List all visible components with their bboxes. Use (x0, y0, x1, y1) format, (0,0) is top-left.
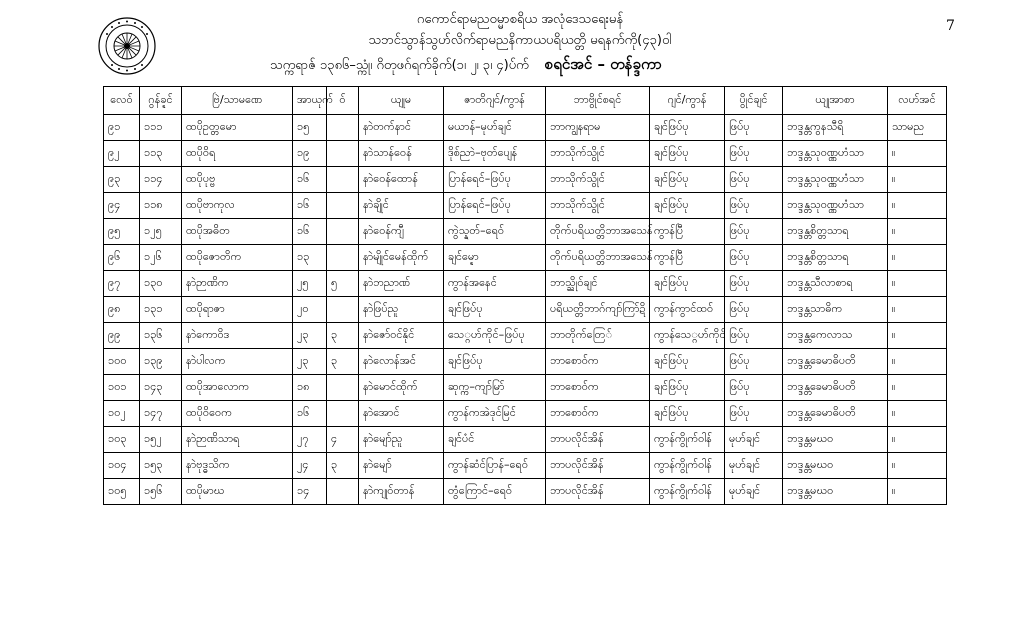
cell-remark: ။ (888, 245, 947, 271)
cell-township: မုဟ်ချင် (725, 453, 783, 479)
cell-roll-no: ၁၃၀ (140, 271, 182, 297)
column-header: အာယုက် (293, 87, 327, 115)
cell-township: ဖြပ်ပု (725, 297, 783, 323)
cell-name: ထပိုမာဃ (182, 479, 293, 505)
cell-native-place: ကွာန်အနေင် (444, 271, 546, 297)
cell-teacher: ဘဒ္ဒန္တသုဝဏ္ဏဟံသာ (783, 167, 888, 193)
table-row (104, 219, 947, 245)
cell-lay-name: နာဲဝေန်ထောန် (359, 167, 444, 193)
cell-township: ဖြပ်ပု (725, 219, 783, 245)
cell-remark: ။ (888, 349, 947, 375)
cell-serial: ၉၁ (104, 115, 140, 141)
cell-township: ဖြပ်ပု (725, 323, 783, 349)
cell-remark: ။ (888, 167, 947, 193)
cell-vassa (327, 297, 359, 323)
cell-serial: ၉၄ (104, 193, 140, 219)
cell-serial: ၁၀၃ (104, 427, 140, 453)
cell-lay-name: နာဲချိုင် (359, 193, 444, 219)
column-header: ဂျင်/ကွာန် (650, 87, 725, 115)
cell-serial: ၁၀၅ (104, 479, 140, 505)
cell-monastery: ဘာသိုက်သွိုင် (546, 141, 650, 167)
cell-lay-name: နာဲဇော်ဝင်နိုင် (359, 323, 444, 349)
cell-monastery: ဘာစောဝ်က (546, 401, 650, 427)
column-header: ယျုမ (359, 87, 444, 115)
cell-roll-no: ၁၁၃ (140, 141, 182, 167)
cell-lay-name: နာဲမျော်ညူ (359, 427, 444, 453)
cell-remark: သာမည (888, 115, 947, 141)
cell-teacher: ဘဒ္ဒန္တမဃဝ (783, 427, 888, 453)
page-number: 7 (946, 18, 955, 34)
cell-roll-no: ၁၄၇ (140, 401, 182, 427)
cell-lay-name: နာဲကျုဝ်တာန် (359, 479, 444, 505)
table-row (104, 167, 947, 193)
cell-vassa (327, 141, 359, 167)
cell-age: ၁၆ (293, 401, 327, 427)
cell-serial: ၁၀၄ (104, 453, 140, 479)
cell-village: ကွာန်ပြီ (650, 245, 725, 271)
cell-remark: ။ (888, 219, 947, 245)
cell-native-place: ကွာန်ဆံင်ပြာန်–ရေဝ် (444, 453, 546, 479)
cell-remark: ။ (888, 427, 947, 453)
cell-age: ၂၃ (293, 323, 327, 349)
header-line-1: ဂကောင်ရာမညဝမ္မာစရိယ အလုံဒေသရေးမန် (416, 12, 624, 27)
cell-lay-name: နာဲမောင်ထိုက် (359, 375, 444, 401)
cell-serial: ၉၆ (104, 245, 140, 271)
cell-lay-name: နာဲမျိုင်မေန်ထိုက် (359, 245, 444, 271)
cell-age: ၁၆ (293, 193, 327, 219)
cell-village: ကွာန်ပြီ (650, 219, 725, 245)
column-header: ဂွန်ခ္ဍင် (140, 87, 182, 115)
cell-teacher: ဘဒ္ဒန္တသီလာစာရ (783, 271, 888, 297)
cell-teacher: ဘဒ္ဒန္တသာဓိက (783, 297, 888, 323)
cell-roll-no: ၁၁၄ (140, 167, 182, 193)
header-title-bold: စရင်အင် – တန်ခ္ဒကာ (544, 55, 662, 73)
cell-lay-name: နာဲဖြပ်ညူ (359, 297, 444, 323)
cell-township: ဖြပ်ပု (725, 271, 783, 297)
cell-remark: ။ (888, 297, 947, 323)
cell-name: ထပိုအဓိတ (182, 219, 293, 245)
cell-remark: ။ (888, 479, 947, 505)
cell-township: ဖြပ်ပု (725, 193, 783, 219)
cell-serial: ၁၀၀ (104, 349, 140, 375)
cell-roll-no: ၁၄၃ (140, 375, 182, 401)
seal-logo-icon (97, 16, 157, 76)
cell-monastery: ဘာသိုက်သွိုင် (546, 167, 650, 193)
cell-village: ချင်ဖြပ်ပု (650, 375, 725, 401)
cell-village: ကွာန်ကွိုက်ဝါန် (650, 479, 725, 505)
cell-remark: ။ (888, 271, 947, 297)
cell-age: ၁၈ (293, 375, 327, 401)
column-header: ယျုအာစာ (783, 87, 888, 115)
table-row (104, 323, 947, 349)
cell-lay-name: နာဲတက်နာင် (359, 115, 444, 141)
table-row (104, 115, 947, 141)
table-row (104, 427, 947, 453)
cell-name: ထပိုပုဗ္ဗ (182, 167, 293, 193)
cell-age: ၁၃ (293, 245, 327, 271)
cell-native-place: ချင်ပံင် (444, 427, 546, 453)
cell-monastery: ဘာသ္ညိုဝ်ချင် (546, 271, 650, 297)
cell-age: ၁၆ (293, 167, 327, 193)
cell-native-place: ချင်ဖြပ်ပု (444, 297, 546, 323)
cell-lay-name: နာဲအောင် (359, 401, 444, 427)
cell-teacher: ဘဒ္ဒန္တကွနသီရိ (783, 115, 888, 141)
cell-remark: ။ (888, 141, 947, 167)
cell-age: ၂၀ (293, 297, 327, 323)
cell-native-place: ဒိုစ်ညာဲ–ဗုတ်ပျေန် (444, 141, 546, 167)
cell-village: ကွာန်ကွိုက်ဝါန် (650, 427, 725, 453)
cell-roll-no: ၁၂၅ (140, 219, 182, 245)
header-line-2: သဘင်သွာန်သွဟ်လိက်ရာမညနိကာယပရိယတ္တိ မရနက်ကို(၄၃)ဝါ (368, 33, 672, 48)
cell-age: ၂၇ (293, 427, 327, 453)
cell-name: ထပိုအာလောက (182, 375, 293, 401)
column-header: ဗြဲ/သာမဏေ (182, 87, 293, 115)
cell-teacher: ဘဒ္ဒန္တသုဝဏ္ဏဟံသာ (783, 141, 888, 167)
cell-teacher: ဘဒ္ဒန္တစိတ္တသာရ (783, 219, 888, 245)
cell-township: ဖြပ်ပု (725, 141, 783, 167)
cell-remark: ။ (888, 323, 947, 349)
cell-vassa (327, 193, 359, 219)
cell-native-place: ချင်ဖြပ်ပု (444, 349, 546, 375)
cell-monastery: တိုက်ပရိယတ္တိဘာအသေန် (546, 219, 650, 245)
table-header-row (104, 87, 947, 115)
table-body (104, 115, 947, 505)
cell-teacher: ဘဒ္ဒန္တစိတ္တသာရ (783, 245, 888, 271)
cell-township: မုဟ်ချင် (725, 427, 783, 453)
cell-roll-no: ၁၂၆ (140, 245, 182, 271)
cell-village: ချင်ဖြပ်ပု (650, 349, 725, 375)
cell-township: ဖြပ်ပု (725, 349, 783, 375)
cell-serial: ၉၉ (104, 323, 140, 349)
cell-teacher: ဘဒ္ဒန္တကေလာသ (783, 323, 888, 349)
cell-name: ထပိုရာဇာ (182, 297, 293, 323)
cell-serial: ၉၂ (104, 141, 140, 167)
cell-village: ကွာန်ကွာင်ထဝ် (650, 297, 725, 323)
cell-native-place: ကွဲသ္နတ်–ရေဝ် (444, 219, 546, 245)
cell-teacher: ဘဒ္ဒန္တခေမာဓိပတိ (783, 401, 888, 427)
column-header: လဟ်အင် (888, 87, 947, 115)
cell-township: ဖြပ်ပု (725, 375, 783, 401)
cell-monastery: ဘာပလိုင်အိန် (546, 479, 650, 505)
cell-teacher: ဘဒ္ဒန္တခေမာဓိပတိ (783, 349, 888, 375)
cell-vassa: ၃ (327, 323, 359, 349)
table-row (104, 193, 947, 219)
table-row (104, 401, 947, 427)
cell-village: ချင်ဖြပ်ပု (650, 141, 725, 167)
cell-monastery: ဘာပလိုင်အိန် (546, 427, 650, 453)
cell-village: ချင်ဖြပ်ပု (650, 167, 725, 193)
cell-name: ထပိုဇောတိက (182, 245, 293, 271)
header-line-3 (270, 54, 790, 76)
cell-monastery: ဘာသိုက်သွိုင် (546, 193, 650, 219)
cell-monastery: တိုက်ပရိယတ္တိဘာအသေန် (546, 245, 650, 271)
cell-native-place: ပြာန်ရေင်–ဖြပ်ပု (444, 167, 546, 193)
cell-name: ထပိုဗာကုလ (182, 193, 293, 219)
cell-township: ဖြပ်ပု (725, 167, 783, 193)
cell-serial: ၉၈ (104, 297, 140, 323)
cell-lay-name: နာဲလောန်အင် (359, 349, 444, 375)
cell-vassa (327, 401, 359, 427)
cell-teacher: ဘဒ္ဒန္တသုဝဏ္ဏဟံသာ (783, 193, 888, 219)
cell-native-place: ပြာန်ရေင်–ဖြပ်ပု (444, 193, 546, 219)
cell-remark: ။ (888, 193, 947, 219)
cell-village: ချင်ဖြပ်ပု (650, 115, 725, 141)
cell-age: ၁၉ (293, 141, 327, 167)
cell-township: ဖြပ်ပု (725, 115, 783, 141)
column-header: ဘာဗွိုင်စရင် (546, 87, 650, 115)
cell-native-place: ဆုက္က–ကျာ်မြာ် (444, 375, 546, 401)
cell-age: ၁၅ (293, 115, 327, 141)
table-row (104, 245, 947, 271)
cell-roll-no: ၁၅၃ (140, 453, 182, 479)
cell-village: ချင်ဖြပ်ပု (650, 193, 725, 219)
table-row (104, 349, 947, 375)
cell-native-place: ချင်မ္ဍော (444, 245, 546, 271)
cell-serial: ၉၇ (104, 271, 140, 297)
cell-teacher: ဘဒ္ဒန္တခေမာဓိပတိ (783, 375, 888, 401)
cell-village: ချင်ဖြပ်ပု (650, 271, 725, 297)
cell-serial: ၉၅ (104, 219, 140, 245)
column-header: ပွိုင်ချင် (725, 87, 783, 115)
cell-lay-name: နာဲမျော် (359, 453, 444, 479)
column-header: လေဝ် (104, 87, 140, 115)
cell-roll-no: ၁၁၈ (140, 193, 182, 219)
cell-teacher: ဘဒ္ဒန္တမဃဝ (783, 453, 888, 479)
cell-roll-no: ၁၃၆ (140, 323, 182, 349)
cell-age: ၁၆ (293, 219, 327, 245)
cell-name: နာဲဉာဏိသာရ (182, 427, 293, 453)
cell-vassa (327, 219, 359, 245)
cell-name: ထပိုဝိရ (182, 141, 293, 167)
cell-vassa: ၄ (327, 427, 359, 453)
cell-vassa (327, 479, 359, 505)
cell-name: နာဲကောဝိဒ (182, 323, 293, 349)
cell-name: နာဲဉာဏိက (182, 271, 293, 297)
cell-remark: ။ (888, 375, 947, 401)
cell-serial: ၁၀၁ (104, 375, 140, 401)
cell-age: ၁၄ (293, 479, 327, 505)
cell-roll-no: ၁၃၉ (140, 349, 182, 375)
cell-village: ကွာန်ကွိုက်ဝါန် (650, 453, 725, 479)
cell-name: ထပိုဥတ္တမော (182, 115, 293, 141)
table-row (104, 453, 947, 479)
cell-lay-name: နာဲဝေန်ကျီ (359, 219, 444, 245)
cell-serial: ၉၃ (104, 167, 140, 193)
table-row (104, 375, 947, 401)
cell-roll-no: ၁၁၁ (140, 115, 182, 141)
cell-monastery: ဘာပလိုင်အိန် (546, 453, 650, 479)
header-date-text: သက္ကရာဇ် ၁၃၈၆–သ္ကုံ၊ ဂိတုဖဂ်ရက်ခိုက်(၁၊ ၂၊ ၃၊ ၄)ပ်က် (270, 58, 529, 73)
cell-vassa: ၃ (327, 349, 359, 375)
cell-lay-name: နာဲသာန်ဝေန် (359, 141, 444, 167)
table-row (104, 297, 947, 323)
cell-teacher: ဘဒ္ဒန္တမဃဝ (783, 479, 888, 505)
cell-native-place: မယာန်–မုဟ်ချင် (444, 115, 546, 141)
table-row (104, 271, 947, 297)
cell-remark: ။ (888, 453, 947, 479)
cell-name: ထပိုဝိဝေက (182, 401, 293, 427)
cell-roll-no: ၁၃၁ (140, 297, 182, 323)
cell-vassa: ၅ (327, 271, 359, 297)
cell-vassa (327, 245, 359, 271)
cell-vassa (327, 115, 359, 141)
cell-native-place: ကွာန်ကအဲဒုင်မြင် (444, 401, 546, 427)
cell-native-place: သေ္ဂဟ်ကိုင်–ဖြပ်ပု (444, 323, 546, 349)
cell-village: ချင်ဖြပ်ပု (650, 401, 725, 427)
cell-roll-no: ၁၅၂ (140, 427, 182, 453)
cell-remark: ။ (888, 401, 947, 427)
cell-vassa (327, 375, 359, 401)
cell-roll-no: ၁၅၆ (140, 479, 182, 505)
cell-age: ၂၄ (293, 453, 327, 479)
cell-monastery: ဘာကျွနရာမ (546, 115, 650, 141)
cell-village: ကွာန်သေ္ဂဟ်ကိုင် (650, 323, 725, 349)
cell-monastery: ဘာစောဝ်က (546, 375, 650, 401)
cell-monastery: ပရိယတ္တိဘာဂ်ကျာ်ကြာ်ဍိ (546, 297, 650, 323)
column-header: ဇာတိဂျင်/ကွာန် (444, 87, 546, 115)
cell-name: နာဲဗုဒ္ဓသိက (182, 453, 293, 479)
cell-township: ဖြပ်ပု (725, 245, 783, 271)
roster-table (103, 86, 947, 505)
cell-vassa: ၃ (327, 453, 359, 479)
cell-township: ဖြပ်ပု (725, 401, 783, 427)
cell-serial: ၁၀၂ (104, 401, 140, 427)
cell-name: နာဲပါလက (182, 349, 293, 375)
cell-vassa (327, 167, 359, 193)
cell-monastery: ဘာတိုက်တြေ် (546, 323, 650, 349)
column-header: ဝ် (327, 87, 359, 115)
cell-age: ၂၅ (293, 271, 327, 297)
cell-monastery: ဘာစောဝ်က (546, 349, 650, 375)
table-row (104, 479, 947, 505)
cell-lay-name: နာဲဘညာဏ် (359, 271, 444, 297)
cell-native-place: တွံကြောင်–ရေဝ် (444, 479, 546, 505)
cell-age: ၂၃ (293, 349, 327, 375)
cell-township: မုဟ်ချင် (725, 479, 783, 505)
table-row (104, 141, 947, 167)
